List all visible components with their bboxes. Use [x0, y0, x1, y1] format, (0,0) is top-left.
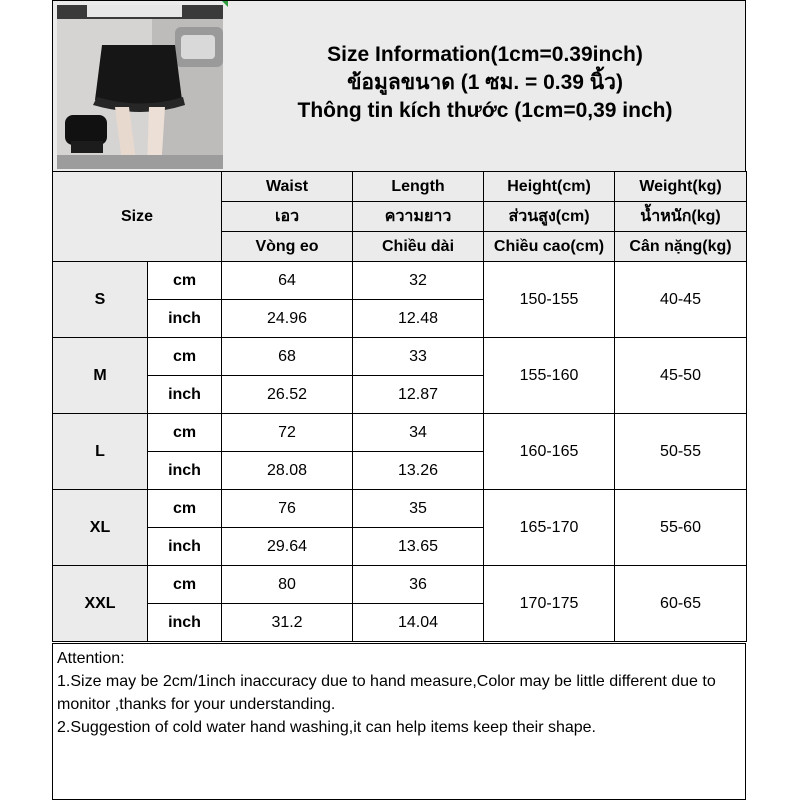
size-label-l: L	[53, 414, 148, 490]
height-header-en: Height(cm)	[484, 172, 615, 202]
size-label-xl: XL	[53, 490, 148, 566]
unit-inch: inch	[148, 528, 222, 566]
unit-inch: inch	[148, 604, 222, 642]
waist-inch-s: 24.96	[222, 300, 353, 338]
waist-inch-l: 28.08	[222, 452, 353, 490]
length-cm-xxl: 36	[353, 566, 484, 604]
height-s: 150-155	[484, 262, 615, 338]
table-row	[53, 566, 747, 604]
length-cm-xl: 35	[353, 490, 484, 528]
waist-header-vi: Vòng eo	[222, 232, 353, 262]
table-row	[53, 338, 747, 376]
height-xxl: 170-175	[484, 566, 615, 642]
waist-cm-m: 68	[222, 338, 353, 376]
size-label-s: S	[53, 262, 148, 338]
size-info-title-block	[229, 41, 741, 125]
size-column-header: Size	[53, 172, 222, 262]
weight-header-th: น้ำหนัก(kg)	[615, 202, 747, 232]
unit-inch: inch	[148, 452, 222, 490]
unit-cm: cm	[148, 338, 222, 376]
height-header-vi: Chiều cao(cm)	[484, 232, 615, 262]
weight-l: 50-55	[615, 414, 747, 490]
length-inch-xxl: 14.04	[353, 604, 484, 642]
waist-header-th: เอว	[222, 202, 353, 232]
weight-xl: 55-60	[615, 490, 747, 566]
note-line-1: 1.Size may be 2cm/1inch inaccuracy due to hand measure,Color may be little different due to monitor ,thanks for your understanding.	[57, 673, 716, 713]
size-label-xxl: XXL	[53, 566, 148, 642]
size-info-header	[52, 0, 746, 172]
length-header-en: Length	[353, 172, 484, 202]
length-inch-m: 12.87	[353, 376, 484, 414]
unit-cm: cm	[148, 566, 222, 604]
size-label-m: M	[53, 338, 148, 414]
waist-header-en: Waist	[222, 172, 353, 202]
unit-inch: inch	[148, 376, 222, 414]
length-header-th: ความยาว	[353, 202, 484, 232]
height-xl: 165-170	[484, 490, 615, 566]
unit-cm: cm	[148, 414, 222, 452]
weight-xxl: 60-65	[615, 566, 747, 642]
size-chart-table	[52, 171, 747, 642]
height-l: 160-165	[484, 414, 615, 490]
unit-cm: cm	[148, 262, 222, 300]
table-row	[53, 262, 747, 300]
unit-inch: inch	[148, 300, 222, 338]
waist-cm-xxl: 80	[222, 566, 353, 604]
weight-m: 45-50	[615, 338, 747, 414]
length-cm-m: 33	[353, 338, 484, 376]
height-m: 155-160	[484, 338, 615, 414]
length-header-vi: Chiều dài	[353, 232, 484, 262]
corner-accent-mark	[222, 1, 228, 7]
waist-inch-xxl: 31.2	[222, 604, 353, 642]
size-chart-sheet	[52, 0, 746, 800]
waist-cm-s: 64	[222, 262, 353, 300]
title-thai: ข้อมูลขนาด (1 ซม. = 0.39 นิ้ว)	[347, 71, 623, 94]
length-inch-l: 13.26	[353, 452, 484, 490]
title-vietnamese: Thông tin kích thước (1cm=0,39 inch)	[297, 99, 673, 122]
table-row	[53, 414, 747, 452]
weight-header-en: Weight(kg)	[615, 172, 747, 202]
waist-inch-xl: 29.64	[222, 528, 353, 566]
notes-heading: Attention:	[57, 650, 125, 667]
title-english: Size Information(1cm=0.39inch)	[327, 43, 643, 66]
waist-cm-xl: 76	[222, 490, 353, 528]
unit-cm: cm	[148, 490, 222, 528]
weight-header-vi: Cân nặng(kg)	[615, 232, 747, 262]
table-row	[53, 490, 747, 528]
length-inch-s: 12.48	[353, 300, 484, 338]
length-cm-s: 32	[353, 262, 484, 300]
waist-inch-m: 26.52	[222, 376, 353, 414]
note-line-2: 2.Suggestion of cold water hand washing,it can help items keep their shape.	[57, 719, 596, 736]
attention-notes	[52, 643, 746, 800]
length-inch-xl: 13.65	[353, 528, 484, 566]
product-photo-illustration	[57, 5, 223, 169]
product-photo	[57, 5, 223, 169]
length-cm-l: 34	[353, 414, 484, 452]
height-header-th: ส่วนสูง(cm)	[484, 202, 615, 232]
waist-cm-l: 72	[222, 414, 353, 452]
weight-s: 40-45	[615, 262, 747, 338]
